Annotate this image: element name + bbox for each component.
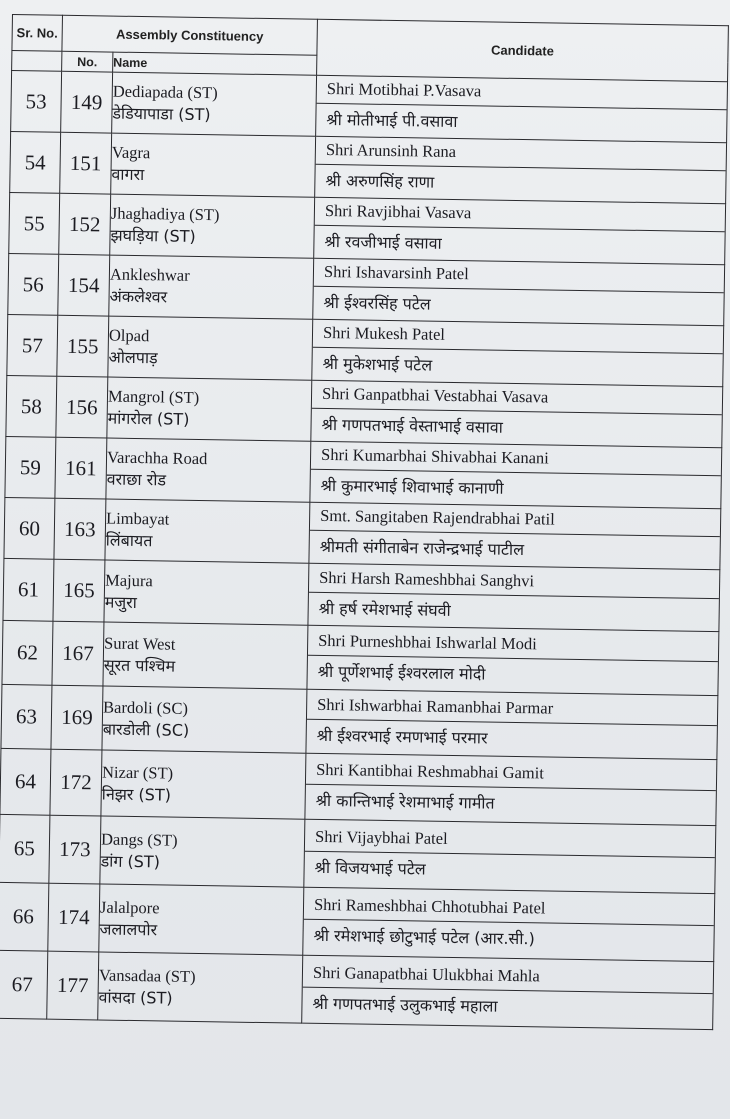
table-row: [4, 497, 721, 569]
candidate-name-hindi: श्री ईश्वरसिंह पटेल: [323, 292, 431, 314]
constituency-name-cell: [112, 72, 317, 136]
candidate-name-english: Shri Ishavarsinh Patel: [314, 259, 724, 293]
sr-no-cell: 57: [7, 314, 58, 376]
candidate-cell: [306, 689, 718, 759]
candidate-name-hindi: श्री रवजीभाई वसावा: [324, 231, 442, 253]
constituency-no-cell: 173: [49, 815, 101, 884]
constituency-name-hindi: वराछा रोड: [106, 469, 167, 490]
candidate-name-english: Shri Arunsinh Rana: [316, 137, 726, 171]
constituency-no-cell: 167: [52, 621, 104, 686]
candidate-name-hindi: श्री पूर्णेशभाई ईश्वरलाल मोदी: [317, 661, 486, 684]
table-row: [1, 684, 718, 759]
candidate-name-english: Shri Harsh Rameshbhai Sanghvi: [309, 564, 719, 598]
sr-no-cell: 65: [0, 814, 50, 883]
sr-no-cell: 66: [0, 882, 49, 951]
constituency-no-cell: 154: [58, 254, 110, 316]
candidate-name-hindi: श्री गणपतभाई उलुकभाई महाला: [312, 993, 498, 1016]
sr-no-cell: 62: [2, 620, 53, 685]
constituency-name-english: Limbayat: [105, 508, 170, 529]
constituency-name-cell: [104, 560, 309, 625]
table-row: [0, 814, 716, 893]
constituency-name-hindi: ओलपाड़: [108, 347, 158, 368]
candidate-cell: [316, 75, 728, 142]
constituency-no-cell: 163: [54, 498, 106, 560]
constituency-name-english: Bardoli (SC): [102, 697, 189, 718]
constituency-name-hindi: लिंबायत: [105, 530, 153, 551]
constituency-name-hindi: मांगरोल (ST): [107, 408, 190, 429]
table-row: [10, 131, 727, 203]
constituency-no-cell: 174: [48, 883, 100, 952]
constituency-no-cell: 156: [56, 376, 108, 438]
constituency-name-cell: [110, 194, 315, 258]
candidate-name-hindi: श्री गणपतभाई वेस्ताभाई वसावा: [321, 414, 504, 437]
candidate-cell: [310, 441, 722, 508]
candidate-name-hindi: श्री मुकेशभाई पटेल: [322, 353, 433, 375]
table-row: [7, 314, 724, 386]
table-row: [3, 558, 720, 631]
candidate-name-hindi: श्री हर्ष रमेशभाई संघवी: [318, 598, 451, 620]
constituency-name-hindi: बारडोली (SC): [102, 719, 190, 740]
constituency-name-hindi: वांसदा (ST): [98, 986, 173, 1008]
candidate-name-english: Shri Ganapatbhai Ulukbhai Mahla: [303, 959, 713, 993]
constituency-name-cell: [98, 952, 303, 1023]
candidate-name-english: Shri Purneshbhai Ishwarlal Modi: [308, 627, 718, 661]
candidate-header: Candidate: [317, 19, 729, 81]
sr-no-cell: 58: [6, 375, 57, 437]
constituency-name-cell: [101, 750, 306, 819]
candidate-cell: [303, 887, 715, 961]
constituency-name-english: Varachha Road: [106, 447, 208, 469]
candidate-table: [0, 14, 729, 1030]
constituency-name-english: Jhaghadiya (ST): [110, 203, 220, 225]
constituency-name-hindi: वागरा: [111, 164, 145, 185]
constituency-name-hindi: अंकलेश्वर: [109, 286, 168, 307]
sr-no-cell: 67: [0, 950, 48, 1019]
candidate-name-english: Shri Ishwarbhai Ramanbhai Parmar: [307, 691, 717, 725]
table-row: [9, 192, 726, 264]
table-row: [0, 748, 717, 825]
candidate-cell: [315, 136, 727, 203]
candidate-name-english: Shri Ravjibhai Vasava: [315, 198, 725, 232]
constituency-name-cell: [106, 438, 311, 502]
constituency-name-cell: [108, 316, 313, 380]
constituency-name-cell: [99, 884, 304, 955]
candidate-name-english: Shri Vijaybhai Patel: [305, 823, 715, 857]
constituency-no-cell: 172: [50, 749, 102, 816]
constituency-name-english: Olpad: [108, 325, 150, 346]
sr-no-cell: 63: [1, 684, 52, 749]
candidate-name-hindi: श्री कुमारभाई शिवाभाई कानाणी: [320, 475, 504, 498]
table-row: [5, 436, 722, 508]
candidate-cell: [304, 819, 716, 893]
candidate-name-english: Shri Kantibhai Reshmabhai Gamit: [306, 756, 716, 790]
sr-no-cell: 54: [10, 131, 61, 193]
constituency-no-cell: 151: [60, 132, 112, 194]
candidate-cell: [302, 955, 714, 1029]
constituency-name-cell: [100, 816, 305, 887]
candidate-cell: [314, 197, 726, 264]
constituency-name-english: Jalalpore: [99, 896, 160, 917]
table-row: [6, 375, 723, 447]
constituency-name-english: Majura: [104, 570, 153, 590]
constituency-no-cell: 177: [47, 951, 99, 1020]
sr-no-cell: 56: [8, 253, 59, 315]
assembly-constituency-header: Assembly Constituency: [62, 15, 318, 55]
constituency-name-english: Mangrol (ST): [107, 386, 200, 407]
constituency-name-header: Name: [113, 52, 317, 75]
constituency-name-english: Dediapada (ST): [112, 81, 218, 103]
candidate-name-english: Shri Kumarbhai Shivabhai Kanani: [311, 442, 721, 476]
candidate-cell: [305, 753, 717, 825]
constituency-name-cell: [109, 255, 314, 319]
sr-no-cell: 61: [3, 558, 54, 621]
constituency-no-cell: 161: [55, 437, 107, 499]
candidate-name-hindi: श्री विजयभाई पटेल: [314, 857, 426, 879]
sr-no-sub-header: [12, 51, 62, 72]
candidate-name-english: Shri Ganpatbhai Vestabhai Vasava: [312, 381, 722, 415]
constituency-name-english: Nizar (ST): [101, 762, 174, 783]
constituency-name-hindi: जलालपोर: [99, 918, 158, 939]
constituency-name-english: Vagra: [111, 142, 151, 163]
constituency-name-hindi: डेडियापाडा (ST): [112, 103, 211, 125]
candidate-name-hindi: श्री ईश्वरभाई रमणभाई परमार: [316, 725, 488, 748]
constituency-name-cell: [105, 499, 310, 563]
candidate-name-hindi: श्रीमती संगीताबेन राजेन्द्रभाई पाटील: [319, 536, 525, 560]
sr-no-cell: 53: [11, 71, 62, 133]
candidate-rows: [0, 71, 728, 1030]
candidate-cell: [313, 258, 725, 325]
table-row: [11, 71, 728, 143]
candidate-name-hindi: श्री अरुणसिंह राणा: [325, 170, 435, 192]
candidate-name-english: Shri Motibhai P.Vasava: [317, 76, 727, 110]
table-row: [0, 882, 715, 961]
sr-no-cell: 59: [5, 436, 56, 498]
constituency-name-cell: [111, 133, 316, 197]
constituency-name-hindi: मजुरा: [104, 592, 138, 612]
sr-no-header: Sr. No.: [12, 15, 63, 52]
constituency-no-cell: 155: [57, 315, 109, 377]
table-row: [0, 950, 714, 1029]
candidate-cell: [311, 380, 723, 447]
constituency-no-cell: 165: [53, 559, 105, 622]
constituency-name-english: Dangs (ST): [100, 829, 178, 850]
candidate-cell: [312, 319, 724, 386]
candidate-name-english: Shri Rameshbhai Chhotubhai Patel: [304, 891, 714, 925]
candidate-name-hindi: श्री कान्तिभाई रेशमाभाई गामीत: [315, 790, 495, 813]
constituency-name-cell: [107, 377, 312, 441]
sr-no-cell: 60: [4, 497, 55, 559]
constituency-no-cell: 152: [59, 193, 111, 255]
candidate-name-english: Shri Mukesh Patel: [313, 320, 723, 354]
candidate-cell: [309, 502, 721, 569]
constituency-no-header: No.: [62, 51, 113, 72]
candidate-name-hindi: श्री रमेशभाई छोटुभाई पटेल (आर.सी.): [313, 925, 535, 948]
constituency-no-cell: 169: [51, 685, 103, 750]
sr-no-cell: 55: [9, 192, 60, 254]
constituency-name-english: Surat West: [103, 633, 176, 654]
constituency-name-english: Vansadaa (ST): [98, 964, 196, 986]
candidate-cell: [308, 563, 720, 631]
constituency-no-cell: 149: [61, 71, 113, 133]
constituency-name-cell: [102, 686, 307, 753]
candidate-name-english: Smt. Sangitaben Rajendrabhai Patil: [310, 503, 720, 537]
candidate-cell: [307, 625, 719, 695]
constituency-name-cell: [103, 622, 308, 689]
constituency-name-hindi: सूरत पश्चिम: [103, 655, 176, 676]
constituency-name-english: Ankleshwar: [109, 264, 190, 285]
constituency-name-hindi: निझर (ST): [101, 784, 172, 805]
table-row: [2, 620, 719, 695]
constituency-name-hindi: झघड़िया (ST): [110, 225, 196, 246]
candidate-name-hindi: श्री मोतीभाई पी.वसावा: [326, 109, 458, 132]
sr-no-cell: 64: [0, 748, 51, 815]
constituency-name-hindi: डांग (ST): [100, 850, 161, 871]
table-row: [8, 253, 725, 325]
